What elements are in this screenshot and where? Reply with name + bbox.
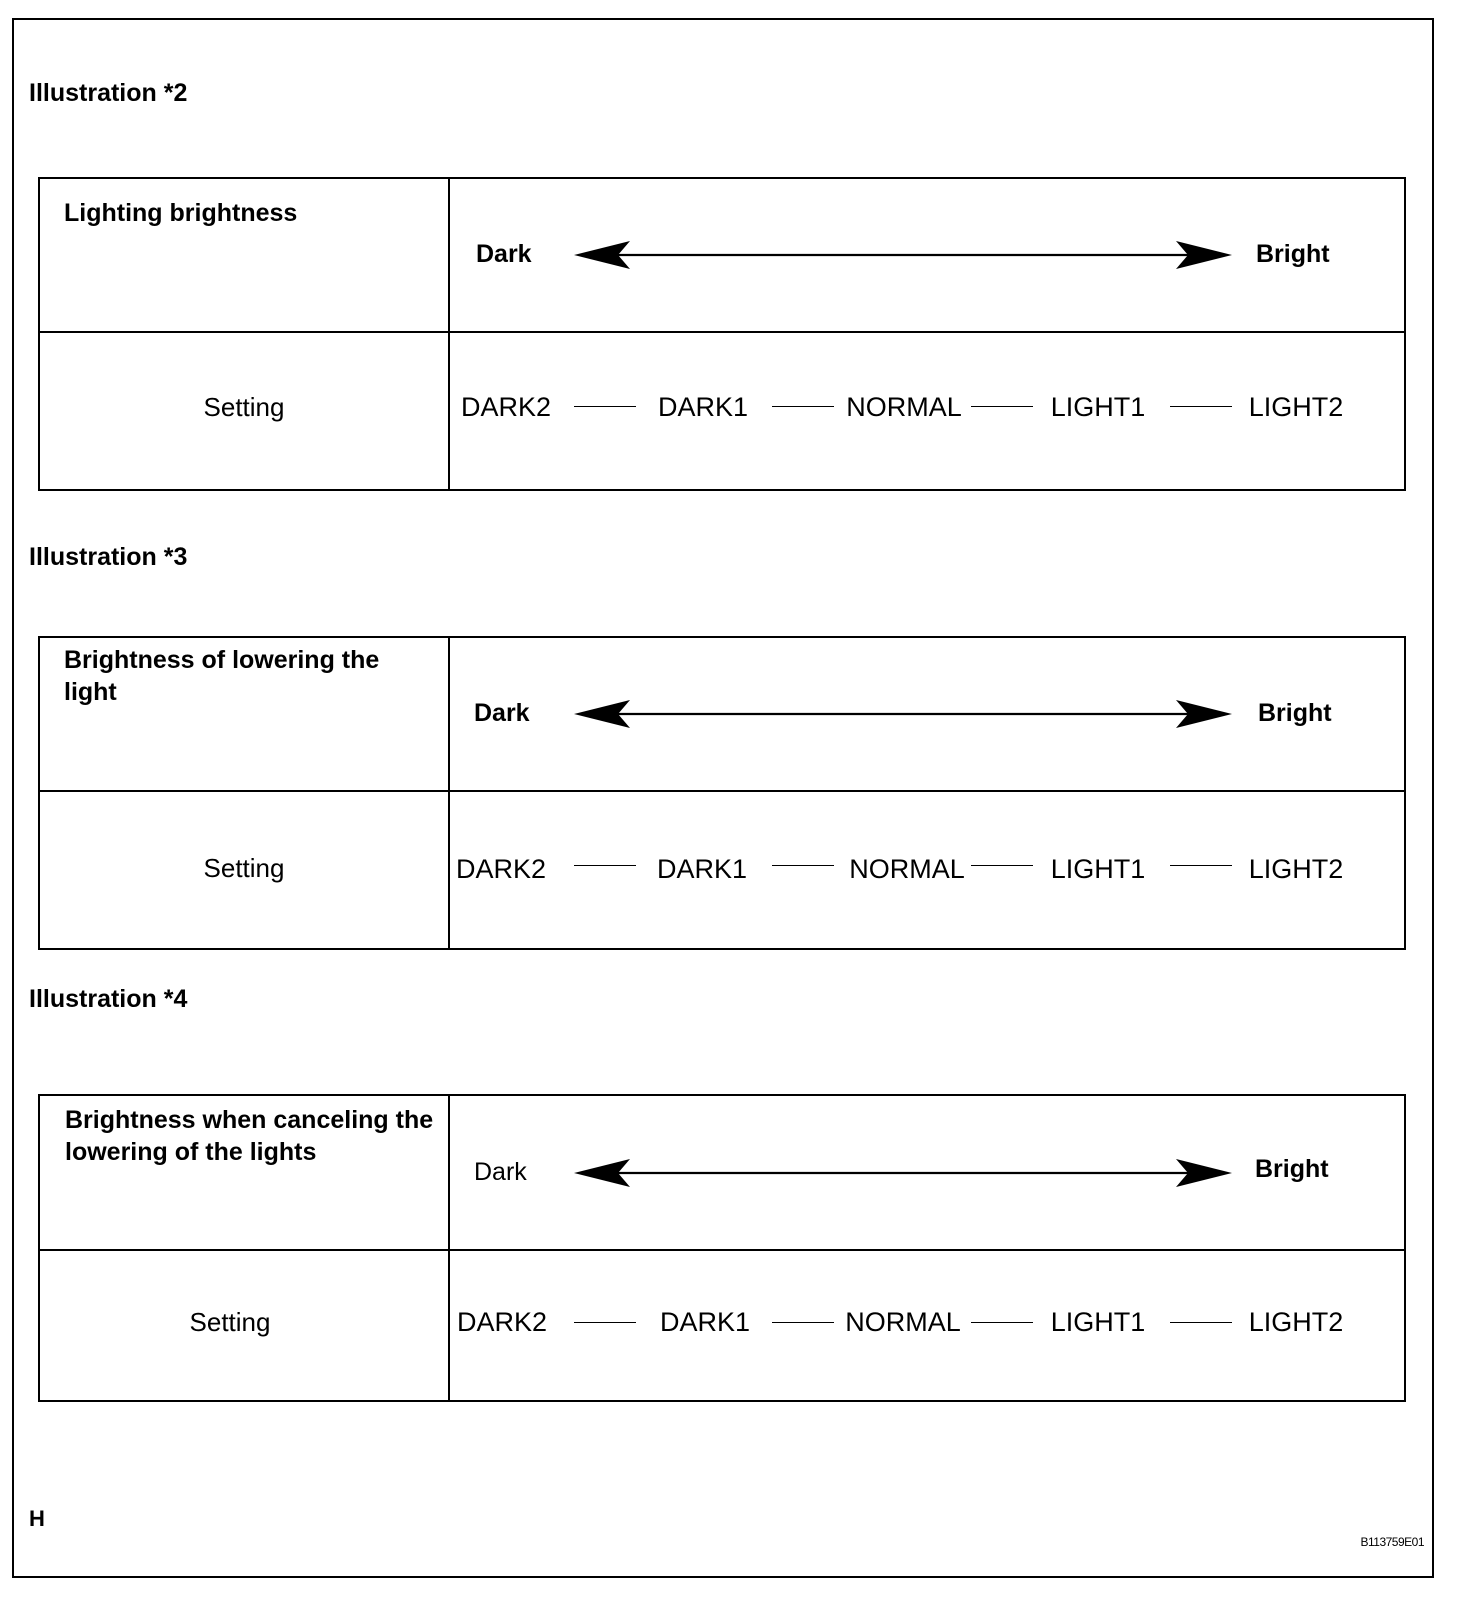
row-label: Brightness of lowering the light: [64, 646, 380, 706]
level-connector: [772, 1322, 834, 1323]
double-arrow: [40, 179, 1408, 331]
level-dark2: DARK2: [456, 1307, 548, 1337]
bright-label: Bright: [1255, 1155, 1329, 1183]
level-light2: LIGHT2: [1248, 392, 1344, 422]
level-connector: [772, 406, 834, 407]
level-connector: [772, 865, 834, 866]
level-normal: NORMAL: [845, 1307, 961, 1337]
level-connector: [971, 1322, 1033, 1323]
row-divider: [40, 331, 1404, 333]
level-connector: [1170, 406, 1232, 407]
dark-label: Dark: [476, 240, 532, 268]
level-dark2: DARK2: [460, 392, 552, 422]
row-label: Brightness when canceling the lowering of the lights: [65, 1106, 434, 1166]
row-divider: [40, 1249, 1404, 1251]
row-divider: [40, 790, 1404, 792]
setting-label: Setting: [203, 392, 285, 422]
setting-label: Setting: [203, 853, 285, 883]
level-normal: NORMAL: [849, 854, 965, 884]
dark-label: Dark: [474, 1158, 527, 1186]
illustration-title: Illustration *3: [29, 543, 188, 571]
level-connector: [574, 406, 636, 407]
level-light2: LIGHT2: [1248, 1307, 1344, 1337]
level-connector: [971, 865, 1033, 866]
level-connector: [1170, 865, 1232, 866]
double-arrow: [40, 1096, 1408, 1248]
bright-label: Bright: [1256, 240, 1330, 268]
level-connector: [1170, 1322, 1232, 1323]
section-letter: H: [29, 1506, 45, 1531]
level-light1: LIGHT1: [1050, 1307, 1146, 1337]
double-arrow: [40, 638, 1408, 790]
level-light2: LIGHT2: [1248, 854, 1344, 884]
level-connector: [971, 406, 1033, 407]
level-connector: [574, 865, 636, 866]
level-connector: [574, 1322, 636, 1323]
illustration-title: Illustration *4: [29, 985, 188, 1013]
level-dark1: DARK1: [659, 1307, 751, 1337]
brightness-table: [38, 177, 1406, 491]
level-light1: LIGHT1: [1050, 854, 1146, 884]
brightness-table: [38, 1094, 1406, 1402]
level-normal: NORMAL: [846, 392, 962, 422]
bright-label: Bright: [1258, 699, 1332, 727]
level-dark1: DARK1: [656, 854, 748, 884]
level-light1: LIGHT1: [1050, 392, 1146, 422]
illustration-title: Illustration *2: [29, 79, 188, 107]
brightness-table: [38, 636, 1406, 950]
figure-code: B113759E01: [1360, 1535, 1424, 1549]
dark-label: Dark: [474, 699, 530, 727]
level-dark2: DARK2: [455, 854, 547, 884]
setting-label: Setting: [189, 1307, 271, 1337]
level-dark1: DARK1: [657, 392, 749, 422]
row-label: Lighting brightness: [64, 199, 298, 227]
